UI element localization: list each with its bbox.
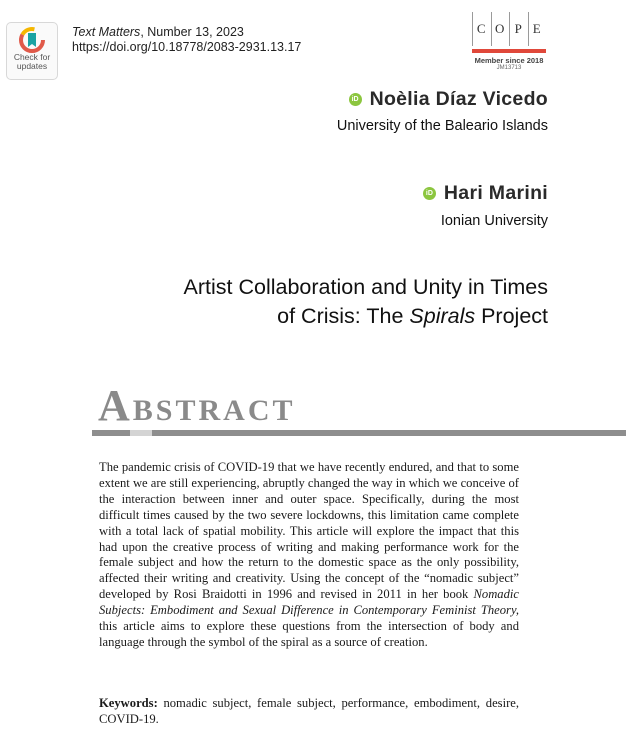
cope-letter: E bbox=[528, 12, 547, 46]
journal-citation: Text Matters, Number 13, 2023 bbox=[72, 25, 244, 39]
author-affiliation: Ionian University bbox=[440, 213, 548, 229]
keywords: Keywords: nomadic subject, female subject, performance, embodiment, desire, COVID-19. bbox=[99, 696, 519, 726]
author-affiliation: University of the Baleario Islands bbox=[336, 118, 548, 134]
cope-letter: C bbox=[472, 12, 491, 46]
cope-member-id: JM13713 bbox=[496, 65, 522, 71]
divider bbox=[152, 430, 626, 436]
abstract-body: The pandemic crisis of COVID-19 that we have recently endured, and that to some extent we are still experiencing, abruptly changed the way in which we conceive of the interaction between inner and outer space. Specifically, during the most difficult times caused by the two severe lockdowns, this limitation came complete with a total lack of spatial mobility. This article will explore the impact that this had upon the creative process of writing and making performance work for the female subject and how the return to the domestic space as the only possibility, affected their writing and creativity. Using the concept of the “nomadic subject” developed by Rosi Braidotti in 1996 and revised in 2011 in her book Nomadic Subjects: Embodiment and Sexual Difference in Contemporary Feminist Theory, this article aims to explore these questions from the intersection of body and language through the symbol of the spiral as a source of creation. bbox=[99, 460, 519, 649]
cope-letter: P bbox=[509, 12, 528, 46]
article-title: Artist Collaboration and Unity in Times of Crisis: The Spirals Project bbox=[183, 275, 548, 328]
author-name: Hari Marini bbox=[443, 182, 548, 204]
cope-letter: O bbox=[491, 12, 510, 46]
divider bbox=[92, 430, 130, 436]
divider bbox=[130, 430, 152, 436]
check-for-updates-label: Check for updates bbox=[13, 52, 51, 71]
author-2 bbox=[423, 182, 548, 205]
doi-link[interactable]: https://doi.org/10.18778/2083-2931.13.17 bbox=[72, 40, 302, 54]
cope-logo bbox=[472, 12, 546, 71]
author-name: Noèlia Díaz Vicedo bbox=[369, 88, 548, 110]
orcid-icon[interactable]: iD bbox=[349, 93, 362, 106]
abstract-heading: ABSTRACT bbox=[98, 381, 296, 430]
orcid-icon[interactable]: iD bbox=[423, 187, 436, 200]
bookmark-icon bbox=[19, 27, 45, 53]
cope-accent-bar bbox=[472, 49, 546, 53]
cope-member-since: Member since 2018 bbox=[474, 56, 544, 65]
author-1 bbox=[349, 88, 548, 111]
check-for-updates-badge[interactable] bbox=[6, 22, 58, 80]
